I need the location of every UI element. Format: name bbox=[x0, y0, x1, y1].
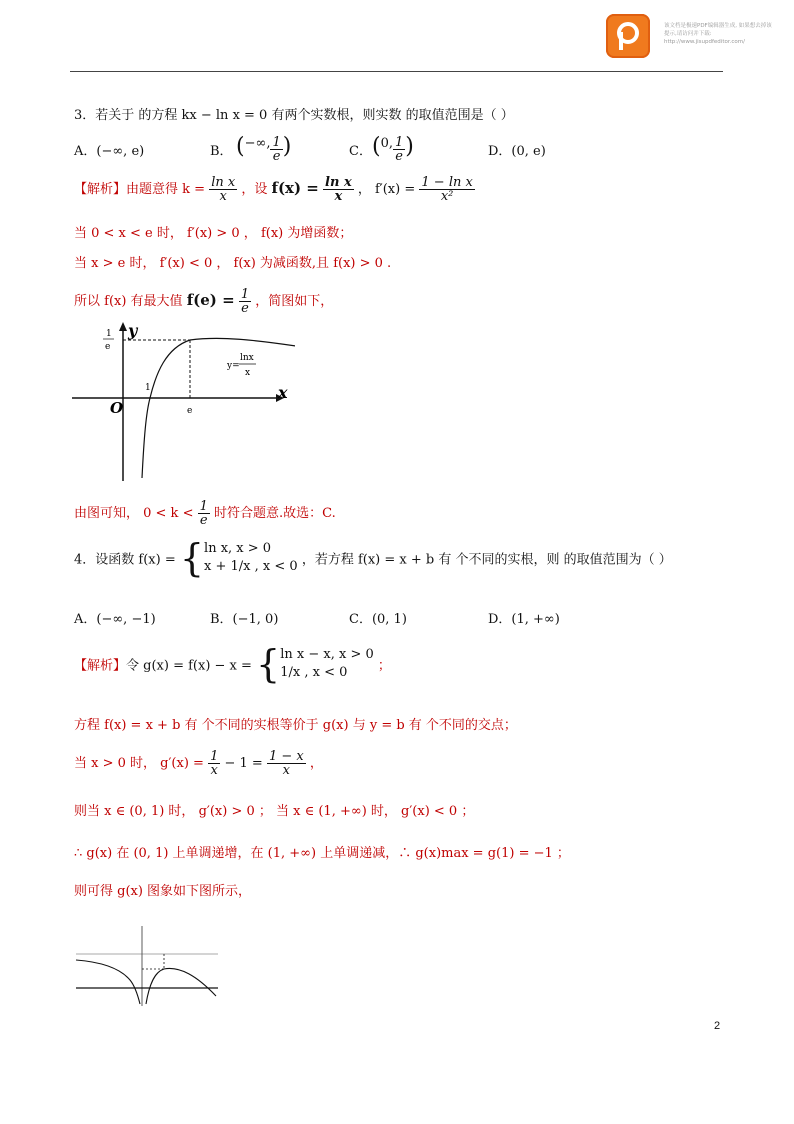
q3-curve-label-num: lnx bbox=[240, 353, 254, 363]
q4-analysis-line6: 则可得 g(x) 图象如下图所示， bbox=[74, 884, 252, 899]
p-logo-icon bbox=[616, 22, 640, 50]
header-rule bbox=[70, 71, 723, 72]
q3-curve bbox=[142, 338, 295, 478]
q3-analysis-line3: 当 x > e 时， f′(x) < 0 ， f(x) 为减函数,且 f(x) > 0 . bbox=[74, 256, 392, 271]
q4-option-d: D．(1, +∞) bbox=[488, 612, 560, 627]
q3-analysis-line4: 所以 f(x) 有最大值 f(e) = $\frac{1}{e}$ ，简图如下， bbox=[74, 287, 334, 316]
q3-top-num: 1 bbox=[106, 329, 112, 339]
q3-curve-label-y: y= bbox=[227, 361, 240, 371]
q3-option-b-label: B． bbox=[210, 144, 233, 159]
q3-tick-e: e bbox=[187, 406, 193, 416]
q3-x-label: x bbox=[278, 383, 288, 402]
q4-analysis-line2: 方程 f(x) = x + b 有 个不同的实根等价于 g(x) 与 y = b 有 个不同的交点； bbox=[74, 718, 517, 733]
q3-analysis-line1: 【解析】由题意得 k = $\frac{\text{ln x}}{x}$ ，设 f(x) = $\frac{\text{ln x}}{x}$ ， f′(x) = $\frac{\text{1 − ln x}}{\text{x²}}$ bbox=[74, 175, 473, 204]
q3-curve-label-den: x bbox=[245, 368, 251, 378]
q3-analysis-line2: 当 0 < x < e 时， f′(x) > 0 ， f(x) 为增函数； bbox=[74, 226, 353, 241]
pdf-editor-logo bbox=[606, 14, 650, 58]
q4-analysis-line5: ∴ g(x) 在 (0, 1) 上单调递增，在 (1, +∞) 上单调递减，∴ g(x)max = g(1) = −1 ； bbox=[74, 846, 570, 861]
q3-y-arrow bbox=[119, 322, 127, 331]
q3-option-c-label: C． bbox=[349, 144, 372, 159]
q4-analysis-line4: 则当 x ∈ (0, 1) 时， g′(x) > 0 ； 当 x ∈ (1, +∞) 时， g′(x) < 0 ； bbox=[74, 804, 475, 819]
q3-y-label: y bbox=[128, 321, 138, 340]
q4-analysis-line3: 当 x > 0 时， g′(x) = $\frac{1}{x}$ − 1 = $\frac{1 - x}{x}$ ， bbox=[74, 749, 323, 778]
header-note: 该文档是极速PDF编辑器生成, 如果想去掉该提示,请访问并下载: http://www.jisupdfeditor.com/ bbox=[664, 23, 772, 45]
q4-graph bbox=[72, 924, 232, 1008]
q3-tick-one: 1 bbox=[145, 383, 151, 393]
q3-conclusion: 由图可知， 0 < k < $\frac{1}{e}$ 时符合题意.故选：C. bbox=[74, 499, 336, 528]
q3-option-d: D．(0, e) bbox=[488, 144, 546, 159]
q4-curve-right bbox=[146, 968, 216, 1004]
q3-stem: 3．若关于 的方程 kx − ln x = 0 有两个实数根，则实数 的取值范围是（ ） bbox=[74, 108, 514, 123]
q3-option-b: (−∞, $\frac{1}{e}$ ) bbox=[236, 134, 292, 164]
q4-option-b: B．(−1, 0) bbox=[210, 612, 279, 627]
q4-option-c: C．(0, 1) bbox=[349, 612, 407, 627]
q4-analysis-line1: 【解析】令 g(x) = f(x) − x = { ln x − x, x > 0 1/x , x < 0 ； bbox=[74, 642, 391, 686]
q3-option-a: A．(−∞, e) bbox=[74, 144, 145, 159]
q3-top-den: e bbox=[105, 342, 111, 352]
q3-origin-label: O bbox=[110, 399, 124, 417]
page-number: 2 bbox=[714, 1020, 721, 1032]
q3-graph bbox=[70, 318, 295, 483]
q3-option-c: (0, $\frac{1}{e}$ ) bbox=[372, 134, 414, 164]
q4-stem: 4．设函数 f(x) = { ln x, x > 0 x + 1/x , x < 0 ，若方程 f(x) = x + b 有 个不同的实根，则 的取值范围为（ ） bbox=[74, 536, 672, 580]
q4-curve-left bbox=[76, 960, 140, 1004]
q4-option-a: A．(−∞, −1) bbox=[74, 612, 156, 627]
